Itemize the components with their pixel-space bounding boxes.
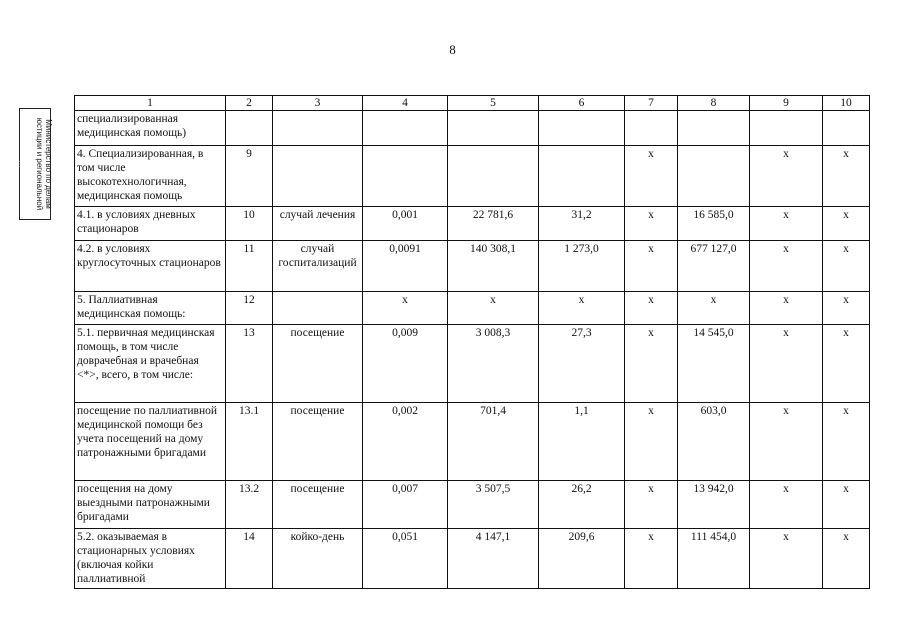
cell-col-7: x bbox=[625, 529, 678, 589]
cell-col-6 bbox=[539, 111, 625, 146]
cell-col-8: x bbox=[678, 292, 750, 325]
cell-col-4: 0,051 bbox=[363, 529, 448, 589]
stamp-line-3 bbox=[26, 110, 35, 218]
header-cell-col-9: 9 bbox=[750, 96, 823, 111]
cell-col-10: x bbox=[823, 207, 870, 241]
cell-col-3: посещение bbox=[273, 403, 363, 481]
cell-col-10: x bbox=[823, 481, 870, 529]
cell-col-5: 3 008,3 bbox=[448, 325, 539, 403]
cell-col-4: 0,007 bbox=[363, 481, 448, 529]
cell-col-4 bbox=[363, 146, 448, 207]
cell-col-8: 603,0 bbox=[678, 403, 750, 481]
row-name-cell: 5. Паллиативная медицинская помощь: bbox=[75, 292, 226, 325]
table-row bbox=[75, 146, 870, 207]
cell-col-3: посещение bbox=[273, 325, 363, 403]
cell-col-2: 13.1 bbox=[226, 403, 273, 481]
header-cell-col-5: 5 bbox=[448, 96, 539, 111]
cell-col-10: x bbox=[823, 146, 870, 207]
cell-col-5 bbox=[448, 111, 539, 146]
table-row bbox=[75, 111, 870, 146]
cell-col-7 bbox=[625, 111, 678, 146]
row-name-cell: специализированная медицинская помощь) bbox=[75, 111, 226, 146]
cell-col-3 bbox=[273, 146, 363, 207]
stamp-line-2: юстиции и региональной bbox=[35, 117, 44, 211]
table-row bbox=[75, 292, 870, 325]
cell-col-7: x bbox=[625, 325, 678, 403]
header-row bbox=[75, 96, 870, 111]
table-row bbox=[75, 325, 870, 403]
cell-col-3: случай госпитализаций bbox=[273, 241, 363, 292]
cell-col-2: 9 bbox=[226, 146, 273, 207]
cell-col-2: 12 bbox=[226, 292, 273, 325]
header-cell-col-6: 6 bbox=[539, 96, 625, 111]
table-row bbox=[75, 241, 870, 292]
row-name-cell: 4.1. в условиях дневных стационаров bbox=[75, 207, 226, 241]
header-cell-col-1: 1 bbox=[75, 96, 226, 111]
cell-col-9: x bbox=[750, 146, 823, 207]
cell-col-7: x bbox=[625, 481, 678, 529]
page-number: 8 bbox=[449, 42, 456, 57]
cell-col-9: x bbox=[750, 403, 823, 481]
table-body bbox=[75, 111, 870, 589]
cell-col-3 bbox=[273, 111, 363, 146]
header-cell-col-7: 7 bbox=[625, 96, 678, 111]
cell-col-8: 14 545,0 bbox=[678, 325, 750, 403]
cell-col-6: 26,2 bbox=[539, 481, 625, 529]
cell-col-5 bbox=[448, 146, 539, 207]
header-cell-col-3: 3 bbox=[273, 96, 363, 111]
cell-col-5: 140 308,1 bbox=[448, 241, 539, 292]
cell-col-3: случай лечения bbox=[273, 207, 363, 241]
cell-col-4: 0,002 bbox=[363, 403, 448, 481]
cell-col-6: 27,3 bbox=[539, 325, 625, 403]
header-cell-col-4: 4 bbox=[363, 96, 448, 111]
row-name-cell: 4. Специализированная, в том числе высокотехнологичная, медицинская помощь bbox=[75, 146, 226, 207]
cell-col-4 bbox=[363, 111, 448, 146]
table-row bbox=[75, 403, 870, 481]
cell-col-2: 13.2 bbox=[226, 481, 273, 529]
cell-col-8: 111 454,0 bbox=[678, 529, 750, 589]
cell-col-7: x bbox=[625, 207, 678, 241]
stamp-line-4: … bbox=[17, 160, 26, 168]
row-name-cell: 5.2. оказываемая в стационарных условиях (включая койки паллиативной bbox=[75, 529, 226, 589]
cell-col-4: 0,001 bbox=[363, 207, 448, 241]
cell-col-9: x bbox=[750, 481, 823, 529]
row-name-cell: 4.2. в условиях круглосуточных стационаров bbox=[75, 241, 226, 292]
table-row bbox=[75, 481, 870, 529]
cell-col-7: x bbox=[625, 241, 678, 292]
row-name-cell: 5.1. первичная медицинская помощь, в том числе доврачебная и врачебная <*>, всего, в том числе: bbox=[75, 325, 226, 403]
stamp-line-1: Министерство по делам bbox=[44, 119, 53, 209]
cell-col-2 bbox=[226, 111, 273, 146]
cell-col-10: x bbox=[823, 241, 870, 292]
cell-col-3: посещение bbox=[273, 481, 363, 529]
header-cell-col-2: 2 bbox=[226, 96, 273, 111]
cell-col-7: x bbox=[625, 292, 678, 325]
cell-col-8 bbox=[678, 111, 750, 146]
table-row bbox=[75, 529, 870, 589]
table-row bbox=[75, 207, 870, 241]
cell-col-5: x bbox=[448, 292, 539, 325]
cell-col-6: x bbox=[539, 292, 625, 325]
cell-col-9: x bbox=[750, 292, 823, 325]
cell-col-2: 13 bbox=[226, 325, 273, 403]
cell-col-10 bbox=[823, 111, 870, 146]
cell-col-10: x bbox=[823, 403, 870, 481]
cell-col-7: x bbox=[625, 146, 678, 207]
registration-stamp bbox=[19, 108, 51, 220]
cell-col-9 bbox=[750, 111, 823, 146]
cell-col-4: 0,009 bbox=[363, 325, 448, 403]
cell-col-9: x bbox=[750, 241, 823, 292]
cell-col-6 bbox=[539, 146, 625, 207]
header-cell-col-8: 8 bbox=[678, 96, 750, 111]
cell-col-10: x bbox=[823, 529, 870, 589]
cell-col-8 bbox=[678, 146, 750, 207]
cell-col-5: 22 781,6 bbox=[448, 207, 539, 241]
row-name-cell: посещения на дому выездными патронажными бригадами bbox=[75, 481, 226, 529]
cell-col-7: x bbox=[625, 403, 678, 481]
cell-col-5: 701,4 bbox=[448, 403, 539, 481]
cell-col-4: x bbox=[363, 292, 448, 325]
cell-col-8: 677 127,0 bbox=[678, 241, 750, 292]
row-name-cell: посещение по паллиативной медицинской помощи без учета посещений на дому патронажными бригадами bbox=[75, 403, 226, 481]
cell-col-10: x bbox=[823, 325, 870, 403]
cell-col-8: 13 942,0 bbox=[678, 481, 750, 529]
cell-col-10: x bbox=[823, 292, 870, 325]
header-cell-col-10: 10 bbox=[823, 96, 870, 111]
cell-col-2: 11 bbox=[226, 241, 273, 292]
cell-col-3: койко-день bbox=[273, 529, 363, 589]
cell-col-5: 4 147,1 bbox=[448, 529, 539, 589]
cell-col-6: 1,1 bbox=[539, 403, 625, 481]
cell-col-2: 14 bbox=[226, 529, 273, 589]
cell-col-5: 3 507,5 bbox=[448, 481, 539, 529]
cell-col-6: 31,2 bbox=[539, 207, 625, 241]
cell-col-9: x bbox=[750, 325, 823, 403]
data-table bbox=[74, 95, 870, 589]
cell-col-4: 0,0091 bbox=[363, 241, 448, 292]
cell-col-6: 209,6 bbox=[539, 529, 625, 589]
cell-col-6: 1 273,0 bbox=[539, 241, 625, 292]
cell-col-9: x bbox=[750, 529, 823, 589]
cell-col-8: 16 585,0 bbox=[678, 207, 750, 241]
cell-col-2: 10 bbox=[226, 207, 273, 241]
cell-col-9: x bbox=[750, 207, 823, 241]
cell-col-3 bbox=[273, 292, 363, 325]
